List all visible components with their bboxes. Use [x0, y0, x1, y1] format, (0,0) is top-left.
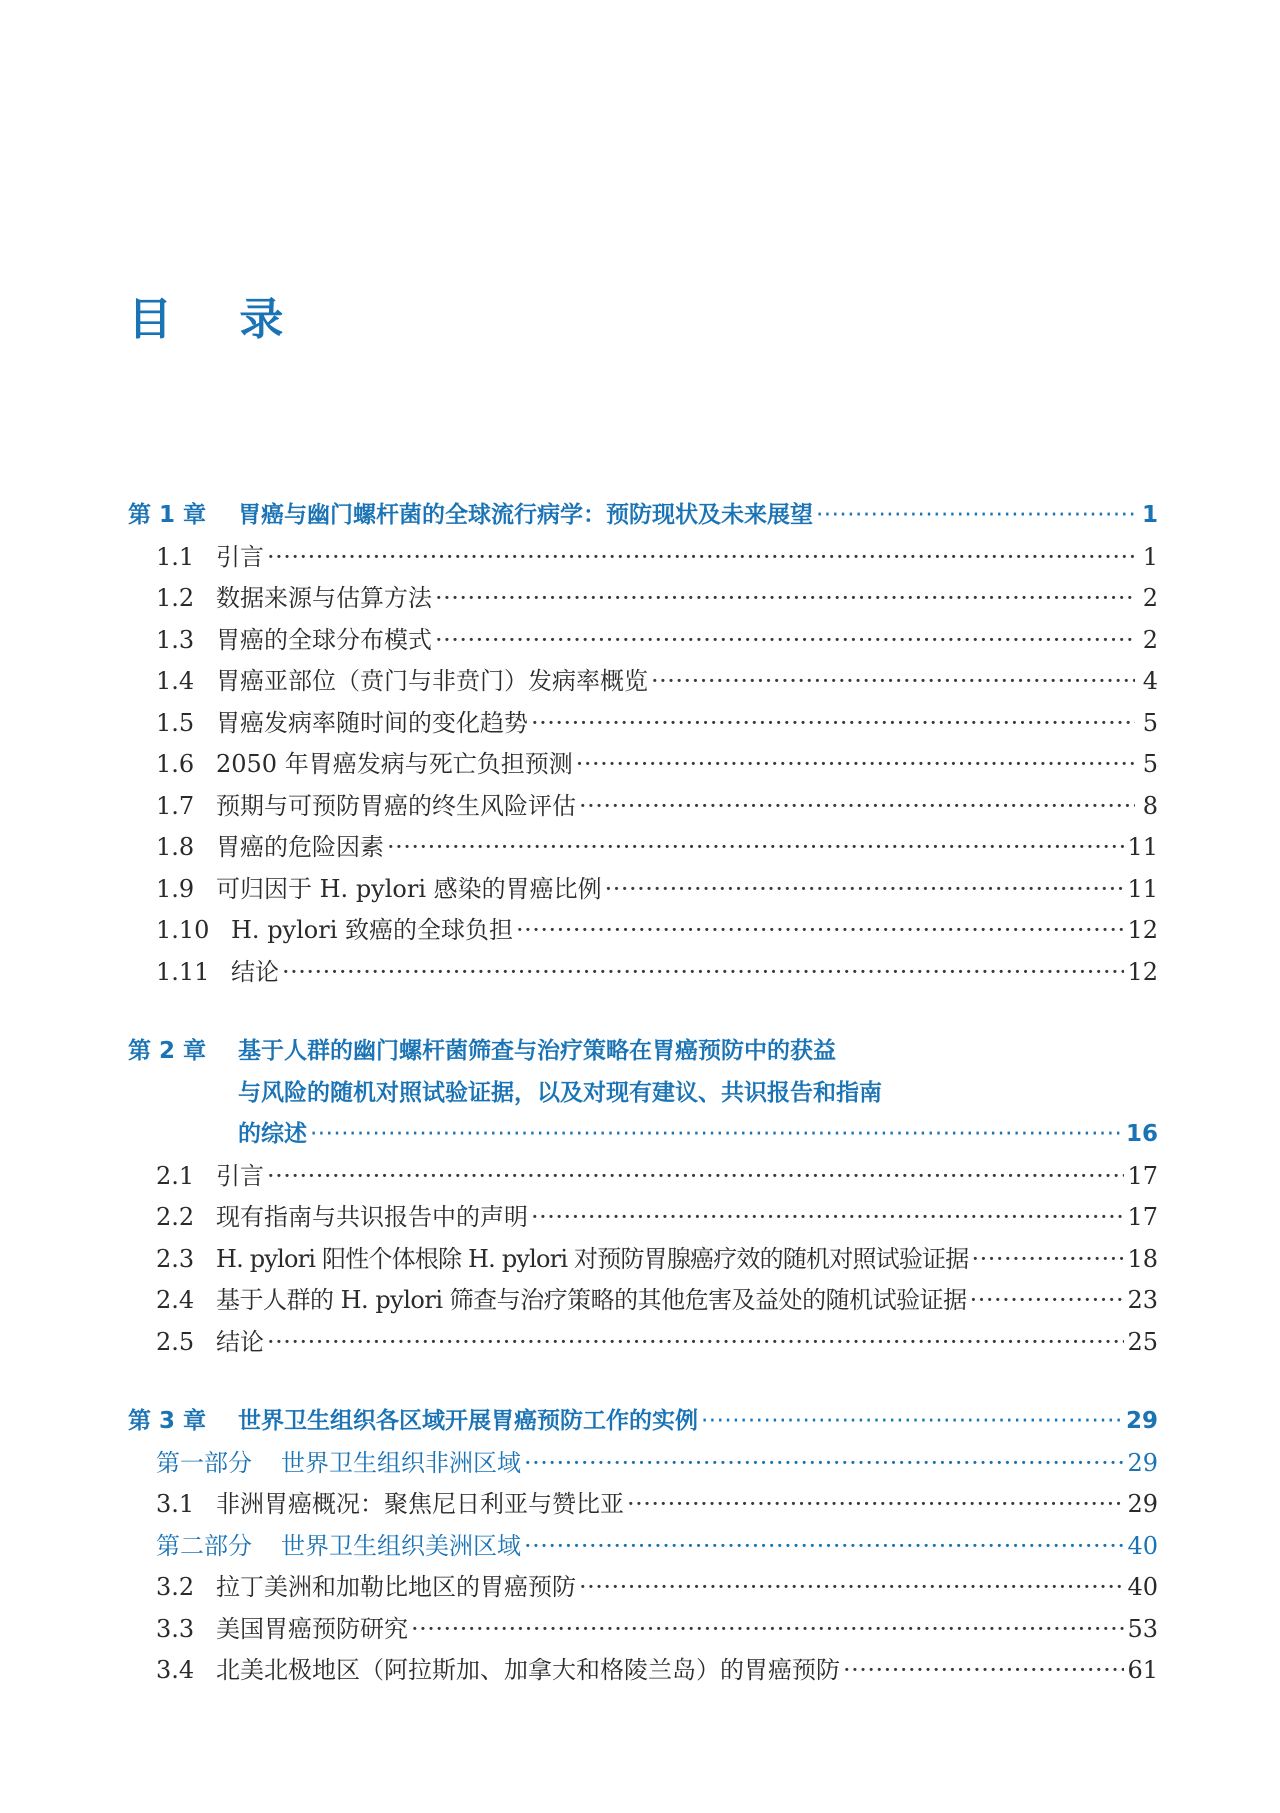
section-title: H. pylori 阳性个体根除 H. pylori 对预防胃腺癌疗效的随机对照试验证据 — [216, 1244, 969, 1273]
section-number: 3.4 — [156, 1656, 195, 1684]
chapter-label: 第 1 章 — [128, 502, 207, 528]
section-number: 1.7 — [156, 791, 195, 820]
page-number: 17 — [1127, 1203, 1158, 1231]
page-number: 12 — [1127, 957, 1158, 986]
section-title: 引言 — [216, 542, 264, 571]
leader-dots — [651, 661, 1135, 703]
toc-entry[interactable] — [128, 1197, 1158, 1239]
section-number: 2.5 — [156, 1327, 195, 1356]
leader-dots — [435, 620, 1135, 662]
leader-dots — [970, 1280, 1125, 1322]
section-title: 2050 年胃癌发病与死亡负担预测 — [216, 750, 573, 778]
page-number: 53 — [1127, 1614, 1158, 1643]
leader-dots — [579, 1567, 1124, 1609]
toc-entry[interactable] — [128, 1609, 1158, 1651]
section-title: 可归因于 H. pylori 感染的胃癌比例 — [216, 874, 602, 903]
leader-dots — [524, 1443, 1124, 1485]
page-number: 17 — [1127, 1161, 1158, 1190]
toc-entry[interactable] — [128, 537, 1158, 579]
page-number: 11 — [1127, 833, 1158, 861]
part-heading[interactable] — [128, 1443, 1158, 1485]
leader-dots — [267, 537, 1135, 579]
page-number: 12 — [1127, 916, 1158, 944]
section-number: 2.3 — [156, 1244, 195, 1273]
leader-dots — [310, 1114, 1123, 1156]
chapter-title: 世界卫生组织各区域开展胃癌预防工作的实例 — [238, 1408, 698, 1434]
section-number: 1.6 — [156, 750, 195, 778]
toc-entry[interactable] — [128, 827, 1158, 869]
chapter-1 — [128, 495, 1158, 993]
section-number: 2.2 — [156, 1203, 195, 1231]
toc-entry[interactable] — [128, 1567, 1158, 1609]
part-title: 世界卫生组织美洲区域 — [281, 1531, 521, 1560]
section-title: 基于人群的 H. pylori 筛查与治疗策略的其他危害及益处的随机试验证据 — [216, 1286, 967, 1314]
chapter-3 — [128, 1401, 1158, 1692]
leader-dots — [971, 1239, 1124, 1281]
section-number: 3.3 — [156, 1614, 195, 1643]
section-number: 1.10 — [156, 916, 210, 944]
leader-dots — [411, 1609, 1124, 1651]
section-title: 北美北极地区（阿拉斯加、加拿大和格陵兰岛）的胃癌预防 — [216, 1656, 840, 1684]
page-number: 2 — [1142, 625, 1158, 654]
section-number: 1.3 — [156, 625, 195, 654]
page-title: 目 录 — [128, 294, 310, 345]
section-number: 3.2 — [156, 1573, 195, 1601]
leader-dots — [843, 1650, 1124, 1692]
toc-entry[interactable] — [128, 1322, 1158, 1364]
page-number: 8 — [1142, 791, 1158, 820]
page-number: 29 — [1127, 1490, 1158, 1518]
section-title: 拉丁美洲和加勒比地区的胃癌预防 — [216, 1573, 576, 1601]
part-heading[interactable] — [128, 1526, 1158, 1568]
toc-entry[interactable] — [128, 744, 1158, 786]
part-label: 第二部分 — [156, 1531, 252, 1560]
leader-dots — [282, 952, 1124, 994]
page-number: 40 — [1127, 1573, 1158, 1601]
page-number: 1 — [1141, 502, 1158, 528]
toc-entry[interactable] — [128, 578, 1158, 620]
page-number: 5 — [1142, 750, 1158, 778]
section-number: 1.11 — [156, 957, 210, 986]
page-number: 29 — [1125, 1408, 1158, 1434]
leader-dots — [267, 1322, 1124, 1364]
leader-dots — [435, 578, 1135, 620]
chapter-title: 基于人群的幽门螺杆菌筛查与治疗策略在胃癌预防中的获益 — [238, 1038, 836, 1064]
toc-entry[interactable] — [128, 620, 1158, 662]
section-number: 1.2 — [156, 584, 195, 612]
section-number: 1.4 — [156, 667, 195, 695]
section-number: 3.1 — [156, 1490, 195, 1518]
toc-entry[interactable] — [128, 786, 1158, 828]
leader-dots — [267, 1156, 1124, 1198]
leader-dots — [816, 495, 1135, 537]
part-title: 世界卫生组织非洲区域 — [281, 1448, 521, 1477]
table-of-contents — [128, 495, 1158, 1730]
toc-entry[interactable] — [128, 952, 1158, 994]
chapter-title: 的综述 — [238, 1121, 307, 1147]
page-number: 5 — [1142, 708, 1158, 737]
page-number: 40 — [1127, 1531, 1158, 1560]
chapter-title: 与风险的随机对照试验证据，以及对现有建议、共识报告和指南 — [238, 1079, 882, 1106]
toc-entry[interactable] — [128, 869, 1158, 911]
leader-dots — [387, 827, 1124, 869]
chapter-title: 胃癌与幽门螺杆菌的全球流行病学：预防现状及未来展望 — [238, 502, 813, 528]
leader-dots — [605, 869, 1125, 911]
leader-dots — [576, 744, 1135, 786]
page-number: 23 — [1127, 1286, 1158, 1314]
section-title: 胃癌发病率随时间的变化趋势 — [216, 708, 528, 737]
section-number: 1.5 — [156, 708, 195, 737]
part-label: 第一部分 — [156, 1448, 252, 1477]
page-number: 25 — [1127, 1327, 1158, 1356]
section-title: 现有指南与共识报告中的声明 — [216, 1203, 528, 1231]
section-number: 1.1 — [156, 542, 195, 571]
leader-dots — [531, 1197, 1124, 1239]
section-title: 美国胃癌预防研究 — [216, 1614, 408, 1643]
toc-entry[interactable] — [128, 1484, 1158, 1526]
chapter-label: 第 3 章 — [128, 1408, 207, 1434]
section-title: H. pylori 致癌的全球负担 — [231, 916, 514, 944]
page-number: 4 — [1142, 667, 1158, 695]
section-title: 数据来源与估算方法 — [216, 584, 432, 612]
page-number: 11 — [1127, 874, 1158, 903]
chapter-heading[interactable] — [128, 1031, 1158, 1073]
leader-dots — [701, 1401, 1123, 1443]
page-number: 2 — [1142, 584, 1158, 612]
toc-entry[interactable] — [128, 1156, 1158, 1198]
toc-entry[interactable] — [128, 703, 1158, 745]
page-number: 29 — [1127, 1448, 1158, 1477]
leader-dots — [531, 703, 1135, 745]
section-title: 结论 — [231, 957, 279, 986]
chapter-label: 第 2 章 — [128, 1038, 207, 1064]
section-number: 1.9 — [156, 874, 195, 903]
toc-entry[interactable] — [128, 1280, 1158, 1322]
page-number: 61 — [1127, 1656, 1158, 1684]
leader-dots — [627, 1484, 1124, 1526]
page-number: 16 — [1125, 1121, 1158, 1147]
toc-entry[interactable] — [128, 1239, 1158, 1281]
toc-entry[interactable] — [128, 661, 1158, 703]
section-title: 胃癌亚部位（贲门与非贲门）发病率概览 — [216, 667, 648, 695]
section-title: 引言 — [216, 1161, 264, 1190]
chapter-heading-continued — [128, 1073, 1158, 1115]
section-title: 非洲胃癌概况：聚焦尼日利亚与赞比亚 — [216, 1490, 624, 1518]
section-title: 胃癌的全球分布模式 — [216, 625, 432, 654]
section-title: 结论 — [216, 1327, 264, 1356]
section-number: 2.4 — [156, 1286, 195, 1314]
chapter-heading[interactable] — [128, 495, 1158, 537]
leader-dots — [579, 786, 1135, 828]
chapter-2 — [128, 1031, 1158, 1363]
page-number: 18 — [1127, 1244, 1158, 1273]
chapter-heading[interactable] — [128, 1401, 1158, 1443]
chapter-heading-continued[interactable] — [128, 1114, 1158, 1156]
leader-dots — [516, 910, 1124, 952]
section-title: 预期与可预防胃癌的终生风险评估 — [216, 791, 576, 820]
toc-entry[interactable] — [128, 1650, 1158, 1692]
toc-entry[interactable] — [128, 910, 1158, 952]
page-number: 1 — [1142, 542, 1158, 571]
section-number: 1.8 — [156, 833, 195, 861]
section-number: 2.1 — [156, 1161, 195, 1190]
section-title: 胃癌的危险因素 — [216, 833, 384, 861]
leader-dots — [524, 1526, 1124, 1568]
